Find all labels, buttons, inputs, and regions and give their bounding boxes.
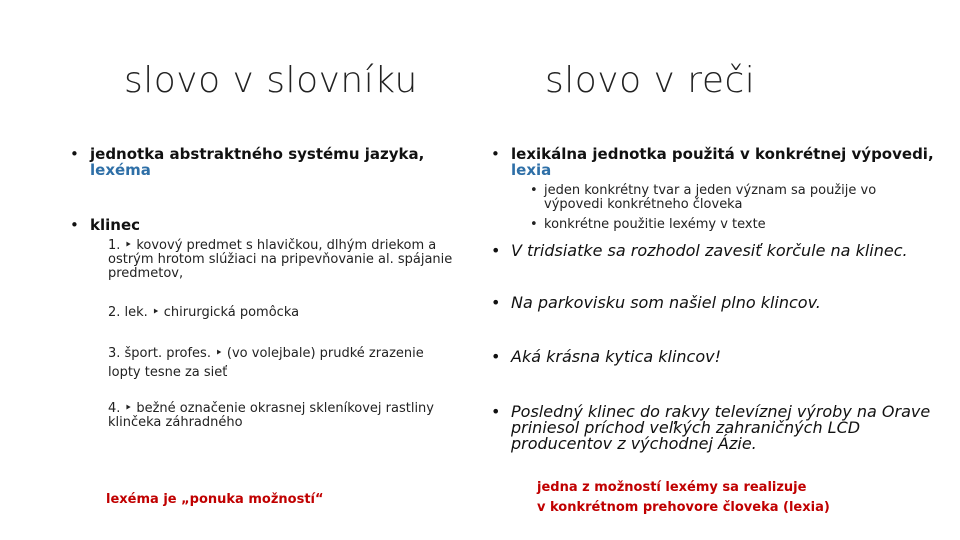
right-note [537, 478, 857, 518]
left-bullet-klinec [70, 216, 190, 234]
definition-1: 1. ‣ kovový predmet s hlavičkou, dlhým driekom a ostrým hrotom slúžiaci na pripevňovanie al. spájanie predmetov, [108, 238, 453, 281]
definition-2: 2. lek. ‣ chirurgická pomôcka [108, 305, 300, 320]
sub-bullet-1 [530, 183, 914, 212]
example-text: Aká krásna kytica klincov! [511, 347, 722, 366]
bullet-icon: • [530, 183, 538, 198]
right-title: slovo v reči [545, 60, 756, 101]
example-2 [491, 293, 941, 312]
example-1 [491, 241, 941, 260]
example-3 [491, 347, 941, 366]
left-bullet-text: jednotka abstraktného systému jazyka, [90, 145, 425, 163]
example-text: V tridsiatke sa rozhodol zavesiť korčule na klinec. [511, 241, 908, 260]
sub-bullet-text: konkrétne použitie lexémy v texte [544, 217, 766, 232]
bullet-icon: • [491, 145, 500, 163]
right-note-line-2: v konkrétnom prehovore človeka (lexia) [537, 500, 830, 515]
bullet-icon: • [70, 216, 79, 234]
bullet-icon: • [491, 293, 501, 312]
bullet-icon: • [491, 402, 501, 421]
bullet-icon: • [491, 241, 501, 260]
bullet-icon: • [70, 145, 79, 163]
example-text: Posledný klinec do rakvy televíznej výroby na Orave priniesol príchod veľkých zahraničných LCD producentov z východnej Ázie. [511, 402, 931, 453]
headword-klinec: klinec [90, 216, 141, 234]
term-lexia: lexia [511, 161, 552, 179]
sub-bullet-text: jeden konkrétny tvar a jeden význam sa použije vo výpovedi konkrétneho človeka [544, 183, 877, 212]
left-bullet-lexema [70, 145, 440, 179]
bullet-icon: • [530, 217, 538, 232]
example-4 [491, 402, 936, 453]
right-bullet-text: lexikálna jednotka použitá v konkrétnej výpovedi, [511, 145, 934, 163]
example-text: Na parkovisku som našiel plno klincov. [511, 293, 821, 312]
definition-4: 4. ‣ bežné označenie okrasnej skleníkovej rastliny klinčeka záhradného [108, 401, 434, 430]
bullet-icon: • [491, 347, 501, 366]
term-lexema: lexéma [90, 161, 151, 179]
left-note: lexéma je „ponuka možností“ [106, 492, 324, 507]
right-bullet-lexia [491, 145, 941, 179]
sub-bullet-2 [530, 217, 914, 232]
right-note-line-1: jedna z možností lexémy sa realizuje [537, 480, 807, 495]
definition-3: 3. šport. profes. ‣ (vo volejbale) prudké zrazenie lopty tesne za sieť [108, 346, 424, 380]
left-title: slovo v slovníku [124, 60, 418, 101]
